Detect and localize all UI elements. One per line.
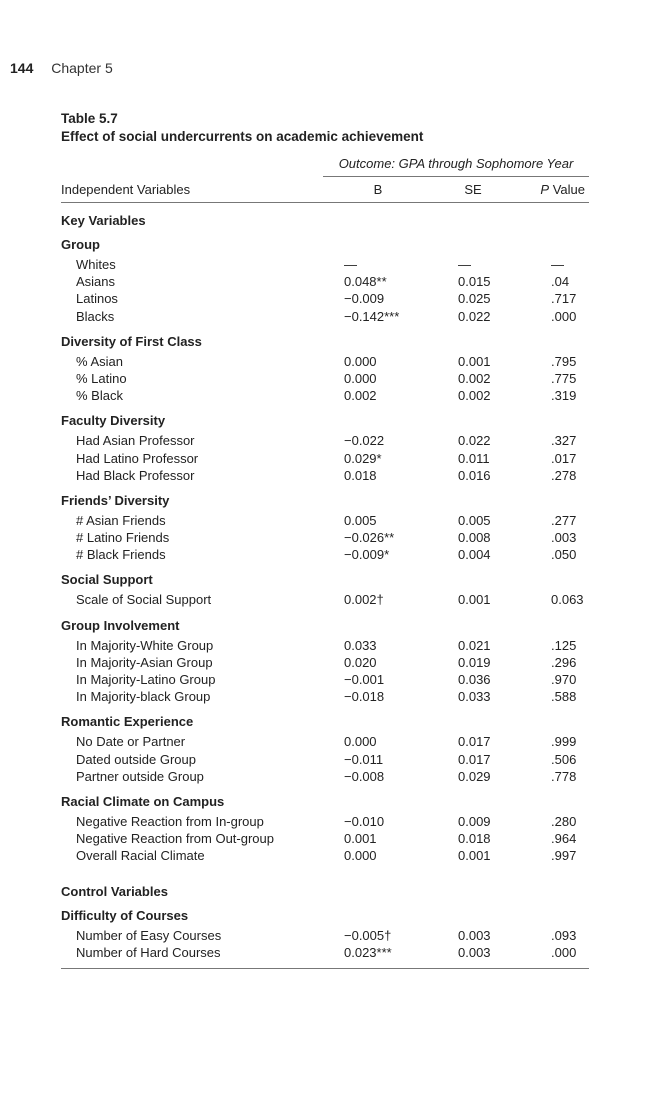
row-variable: Scale of Social Support <box>76 592 212 608</box>
row-variable: In Majority-black Group <box>76 689 211 705</box>
row-variable: In Majority-Latino Group <box>76 672 216 687</box>
table-row <box>61 689 589 706</box>
section-heading: Control Variables <box>61 883 168 899</box>
table-row <box>61 734 589 751</box>
row-variable: In Majority-Asian Group <box>76 654 213 670</box>
row-variable: Negative Reaction from In-group <box>76 813 264 829</box>
row-p: .277 <box>551 512 577 528</box>
row-variable: # Asian Friends <box>76 512 166 528</box>
row-p: .999 <box>551 734 577 750</box>
row-b: −0.022 <box>344 433 385 449</box>
row-variable: Number of Easy Courses <box>76 927 222 943</box>
table-row <box>61 513 589 530</box>
header-rule <box>61 202 589 203</box>
table-row <box>61 547 589 564</box>
row-se: 0.022 <box>458 308 491 324</box>
row-se: 0.029 <box>458 768 491 784</box>
row-variable: % Black <box>76 388 123 404</box>
column-header-se: SE <box>464 182 482 197</box>
table-row <box>61 468 589 485</box>
row-b: −0.001 <box>344 672 385 687</box>
regression-table <box>61 152 589 969</box>
table-row <box>61 831 589 848</box>
table-row <box>61 354 589 371</box>
row-variable: # Latino Friends <box>76 530 170 546</box>
table-row <box>61 638 589 655</box>
column-header-variables: Independent Variables <box>61 182 191 197</box>
row-variable: In Majority-White Group <box>76 637 214 653</box>
row-b: 0.048** <box>344 274 387 290</box>
row-se: — <box>458 257 471 272</box>
group-heading: Diversity of First Class <box>61 333 202 349</box>
row-b: 0.005 <box>344 512 377 528</box>
row-p: .319 <box>551 388 577 404</box>
row-p: .280 <box>551 813 577 829</box>
row-p: .050 <box>551 547 577 563</box>
row-se: 0.001 <box>458 848 491 864</box>
row-se: 0.017 <box>458 734 491 750</box>
row-se: 0.033 <box>458 689 491 705</box>
row-b: — <box>344 257 357 272</box>
row-se: 0.018 <box>458 831 491 847</box>
row-se: 0.015 <box>458 274 491 290</box>
row-se: 0.021 <box>458 637 491 653</box>
group-heading: Romantic Experience <box>61 714 194 730</box>
row-se: 0.002 <box>458 388 491 404</box>
row-b: 0.000 <box>344 353 377 369</box>
table-row <box>61 928 589 945</box>
row-p: .775 <box>551 370 577 386</box>
group-heading: Racial Climate on Campus <box>61 793 225 809</box>
table-body <box>61 213 589 962</box>
row-b: −0.142*** <box>344 308 400 324</box>
row-variable: No Date or Partner <box>76 734 186 750</box>
table-row <box>61 752 589 769</box>
table-row <box>61 814 589 831</box>
row-variable: Overall Racial Climate <box>76 848 205 864</box>
table-row <box>61 291 589 308</box>
row-variable: Asians <box>76 274 116 290</box>
row-b: −0.010 <box>344 813 385 829</box>
row-variable: Whites <box>76 257 116 272</box>
row-se: 0.005 <box>458 512 491 528</box>
row-p: .000 <box>551 944 577 960</box>
column-header-row <box>61 176 589 202</box>
table-row <box>61 388 589 405</box>
row-p: .964 <box>551 831 577 847</box>
table-row <box>61 848 589 865</box>
outcome-header: Outcome: GPA through Sophomore Year <box>338 156 574 171</box>
row-variable: Negative Reaction from Out-group <box>76 831 274 847</box>
group-heading: Faculty Diversity <box>61 413 166 429</box>
row-se: 0.022 <box>458 433 491 449</box>
row-b: −0.008 <box>344 768 385 784</box>
row-variable: Dated outside Group <box>76 751 196 767</box>
row-se: 0.008 <box>458 530 491 546</box>
row-b: 0.020 <box>344 654 377 670</box>
row-b: 0.023*** <box>344 944 392 960</box>
row-b: 0.000 <box>344 734 377 750</box>
row-p: .970 <box>551 672 577 687</box>
table-row <box>61 371 589 388</box>
row-se: 0.009 <box>458 813 491 829</box>
row-se: 0.011 <box>458 450 490 466</box>
table-row <box>61 451 589 468</box>
row-b: −0.011 <box>344 751 384 767</box>
row-p: .000 <box>551 308 577 324</box>
table-caption: Effect of social undercurrents on academic achievement <box>61 129 424 144</box>
row-se: 0.017 <box>458 751 491 767</box>
row-variable: Partner outside Group <box>76 768 204 784</box>
row-b: 0.002 <box>344 388 377 404</box>
row-se: 0.016 <box>458 467 491 483</box>
group-heading: Friends’ Diversity <box>61 492 170 508</box>
table-row <box>61 945 589 962</box>
row-p: 0.063 <box>551 592 584 608</box>
row-b: 0.000 <box>344 370 377 386</box>
row-b: 0.000 <box>344 848 377 864</box>
table-row <box>61 433 589 450</box>
row-variable: Had Latino Professor <box>76 450 199 466</box>
row-p: .04 <box>551 274 570 290</box>
table-row <box>61 530 589 547</box>
row-se: 0.002 <box>458 370 491 386</box>
row-b: −0.026** <box>344 530 395 546</box>
row-b: −0.018 <box>344 689 385 705</box>
table-row <box>61 274 589 291</box>
row-variable: % Latino <box>76 370 127 386</box>
running-head <box>10 60 113 76</box>
chapter-label: Chapter 5 <box>51 60 113 76</box>
row-p: .278 <box>551 467 577 483</box>
row-b: −0.005† <box>344 927 392 943</box>
row-p: — <box>551 257 564 272</box>
row-b: 0.029* <box>344 450 382 466</box>
group-heading: Group Involvement <box>61 617 180 633</box>
p-italic: P <box>540 182 550 197</box>
row-p: .778 <box>551 768 577 784</box>
row-p: .327 <box>551 433 577 449</box>
row-variable: Had Asian Professor <box>76 433 195 449</box>
row-p: .795 <box>551 353 577 369</box>
table-row <box>61 672 589 689</box>
table-row <box>61 309 589 326</box>
bottom-rule <box>61 968 589 969</box>
row-b: −0.009 <box>344 291 385 307</box>
table-row <box>61 655 589 672</box>
table-row <box>61 257 589 274</box>
row-b: 0.033 <box>344 637 377 653</box>
row-p: .003 <box>551 530 577 546</box>
group-heading: Group <box>61 237 100 252</box>
row-se: 0.003 <box>458 927 491 943</box>
row-variable: Latinos <box>76 291 118 307</box>
row-se: 0.019 <box>458 654 491 670</box>
row-p: .997 <box>551 848 577 864</box>
column-header-p-value <box>540 182 585 197</box>
row-variable: Blacks <box>76 308 115 324</box>
row-se: 0.001 <box>458 353 491 369</box>
row-variable: # Black Friends <box>76 547 166 563</box>
row-se: 0.036 <box>458 672 491 687</box>
row-p: .093 <box>551 927 577 943</box>
row-se: 0.001 <box>458 592 491 608</box>
row-p: .588 <box>551 689 577 705</box>
p-rest: Value <box>549 182 585 197</box>
column-header-b: B <box>373 182 383 197</box>
row-variable: Number of Hard Courses <box>76 944 221 960</box>
outcome-header-row <box>61 152 589 176</box>
row-se: 0.025 <box>458 291 491 307</box>
row-se: 0.003 <box>458 944 491 960</box>
row-b: −0.009* <box>344 547 390 563</box>
row-p: .125 <box>551 637 577 653</box>
group-heading: Social Support <box>61 572 153 588</box>
row-se: 0.004 <box>458 547 491 563</box>
section-heading: Key Variables <box>61 213 146 228</box>
row-b: 0.018 <box>344 467 377 483</box>
row-p: .506 <box>551 751 577 767</box>
row-p: .717 <box>551 291 577 307</box>
table-label: Table 5.7 <box>61 111 118 126</box>
table-row <box>61 769 589 786</box>
row-variable: % Asian <box>76 353 123 369</box>
row-variable: Had Black Professor <box>76 467 195 483</box>
row-b: 0.001 <box>344 831 377 847</box>
page-number: 144 <box>10 60 34 76</box>
table-row <box>61 592 589 609</box>
group-heading: Difficulty of Courses <box>61 907 189 923</box>
row-b: 0.002† <box>344 592 384 608</box>
row-p: .296 <box>551 654 577 670</box>
row-p: .017 <box>551 450 577 466</box>
